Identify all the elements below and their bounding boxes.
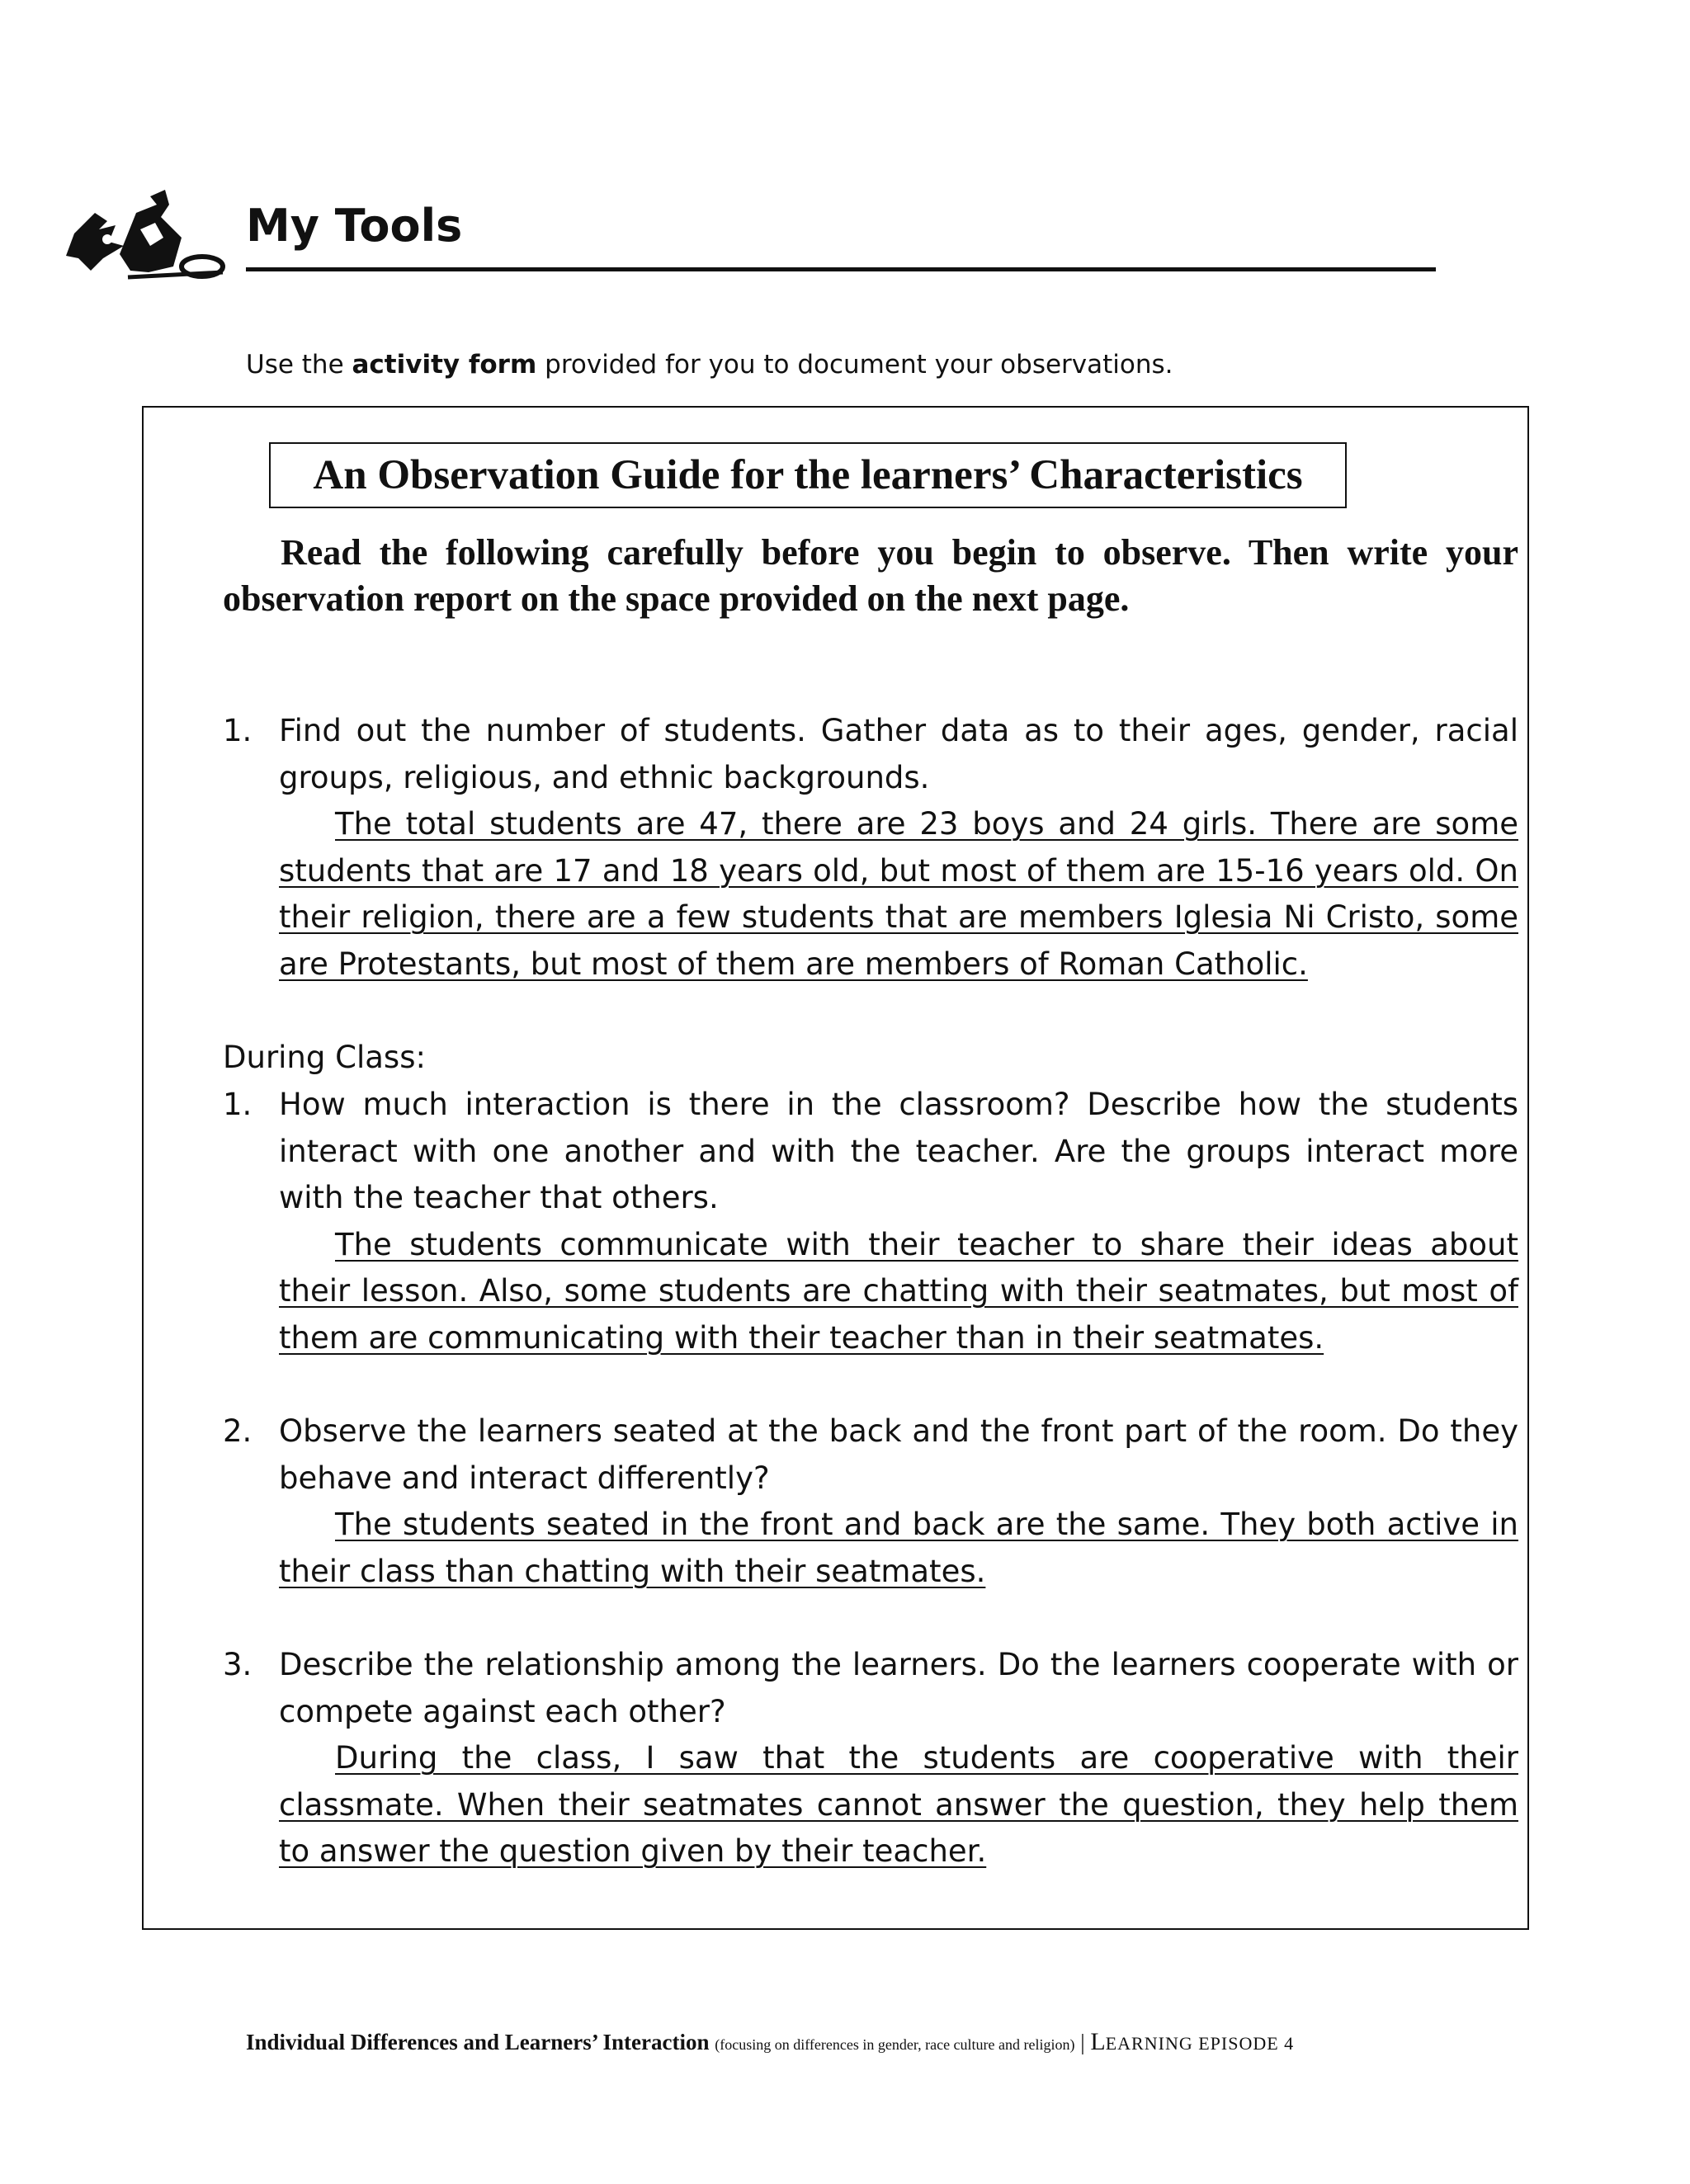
footer-episode-initial: L — [1090, 2028, 1106, 2055]
list-item — [223, 708, 1518, 988]
item-question: Observe the learners seated at the back and the front part of the room. Do they behave and interact differently? — [279, 1413, 1518, 1496]
item-answer: The students seated in the front and back are the same. They both active in their class than chatting with their seatmates. — [279, 1507, 1518, 1589]
page-footer — [246, 2028, 1451, 2056]
item-answer: The total students are 47, there are 23 boys and 24 girls. There are some students that are 17 and 18 years old, but most of them are 15-16 years old. On their religion, there are a few students that are members Iglesia Ni Cristo, some are Protestants, but most of them are members of Roman Catholic. — [279, 806, 1518, 982]
intro-text-before: Use the — [246, 350, 352, 380]
footer-title: Individual Differences and Learners’ Interaction — [246, 2030, 710, 2054]
footer-episode-label: EARNING EPISODE 4 — [1105, 2033, 1295, 2054]
intro-line — [246, 350, 1173, 380]
intro-text-after: provided for you to document your observations. — [536, 350, 1173, 380]
footer-subtitle: (focusing on differences in gender, race culture and religion) — [715, 2036, 1075, 2053]
item-question: Find out the number of students. Gather data as to their ages, gender, racial groups, religious, and ethnic backgrounds. — [279, 713, 1518, 795]
guide-title: An Observation Guide for the learners’ Characteristics — [269, 442, 1347, 508]
item-number: 1. — [223, 1087, 253, 1122]
item-answer: The students communicate with their teacher to share their ideas about their lesson. Also, some students are chatting with their seatmates, but most of them are communicating with their teacher than in their seatmates. — [279, 1226, 1518, 1356]
intro-text-bold: activity form — [352, 350, 537, 380]
item-number: 2. — [223, 1413, 253, 1449]
instructions: Read the following carefully before you begin to observe. Then write your observation report on the space provided on the next page. — [223, 532, 1518, 619]
section-title: My Tools — [246, 200, 463, 252]
ink-and-quill-clipart-icon — [58, 180, 239, 291]
item-question: Describe the relationship among the learners. Do the learners cooperate with or compete against each other? — [279, 1647, 1518, 1729]
footer-separator: | — [1080, 2030, 1085, 2054]
item-question: How much interaction is there in the classroom? Describe how the students interact with one another and with the teacher. Are the groups interact more with the teacher that others. — [279, 1087, 1518, 1215]
list-item — [223, 1082, 1518, 1361]
item-answer: During the class, I saw that the students are cooperative with their classmate. When their seatmates cannot answer the question, they help them to answer the question given by their teacher. — [279, 1740, 1518, 1869]
during-class-label: During Class: — [223, 1040, 426, 1075]
list-item — [223, 1642, 1518, 1875]
item-number: 3. — [223, 1647, 253, 1682]
title-underline — [246, 267, 1436, 271]
item-number: 1. — [223, 713, 253, 748]
list-item — [223, 1408, 1518, 1595]
